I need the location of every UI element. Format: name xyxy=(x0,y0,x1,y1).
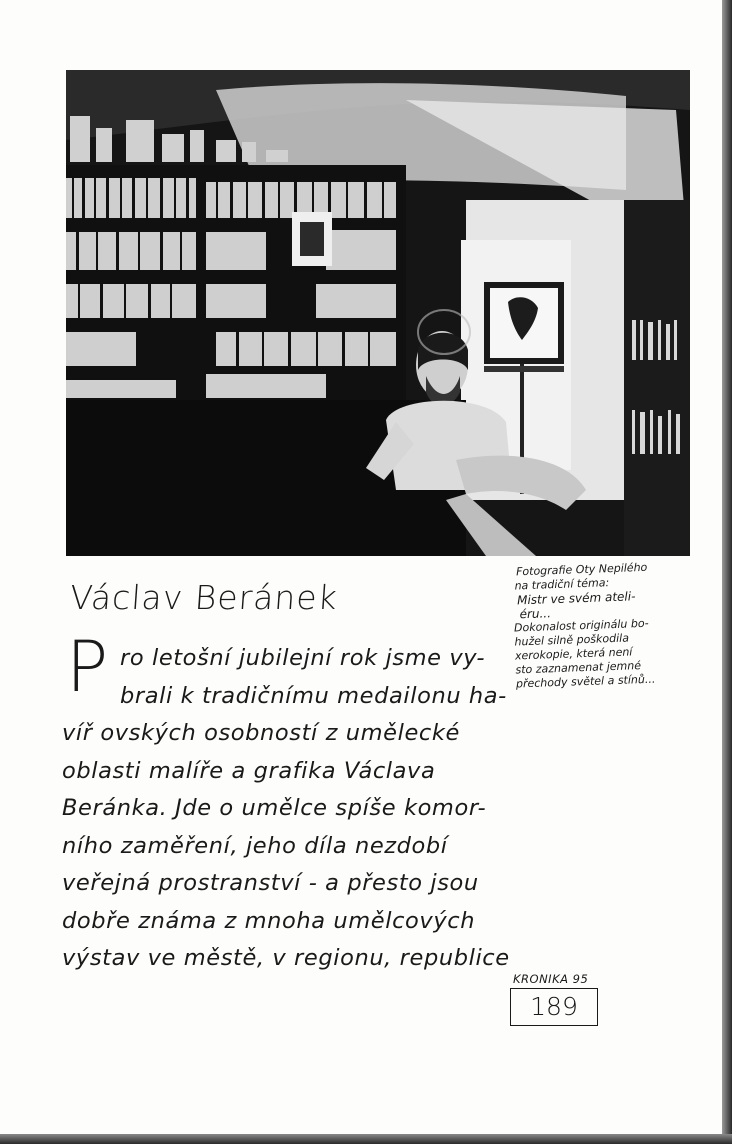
caption-line: sto zaznamenat jemné xyxy=(515,659,642,677)
caption-line: Fotografie Oty Nepilého xyxy=(515,560,648,579)
article-title: Václav Beránek xyxy=(68,578,340,617)
body-line: Beránka. Jde o umělce spíše komor- xyxy=(62,795,487,821)
drop-cap: P xyxy=(66,626,109,708)
caption-line: na tradiční téma: xyxy=(514,576,610,593)
caption-line: Dokonalost originálu bo- xyxy=(513,616,649,635)
photo-caption xyxy=(512,559,716,692)
body-line: veřejná prostranství - a přesto jsou xyxy=(62,870,479,896)
body-line: výstav ve městě, v regionu, republice xyxy=(62,945,510,971)
photo-illustration xyxy=(66,70,690,556)
body-line: víř ovských osobností z umělecké xyxy=(62,720,460,746)
caption-line: éru... xyxy=(519,606,552,622)
caption-line: xerokopie, která není xyxy=(514,645,633,663)
body-line: oblasti malíře a grafika Václava xyxy=(62,757,436,784)
page-edge-right xyxy=(722,0,732,1144)
caption-line: hužel silně poškodila xyxy=(514,631,630,649)
caption-line: Mistr ve svém ateli- xyxy=(516,589,636,608)
body-line: ního zaměření, jeho díla nezdobí xyxy=(62,832,448,859)
page-edge-bottom xyxy=(0,1134,732,1144)
caption-line: přechody světel a stínů... xyxy=(515,672,656,691)
body-line: brali k tradičnímu medailonu ha- xyxy=(120,682,507,709)
article-body xyxy=(62,640,512,978)
page-number: 189 xyxy=(510,988,598,1026)
chronicle-label: KRONIKA 95 xyxy=(513,972,589,986)
body-line: dobře známa z mnoha umělcových xyxy=(62,907,476,934)
studio-photograph xyxy=(66,70,690,556)
body-line: ro letošní jubilejní rok jsme vy- xyxy=(120,645,486,671)
